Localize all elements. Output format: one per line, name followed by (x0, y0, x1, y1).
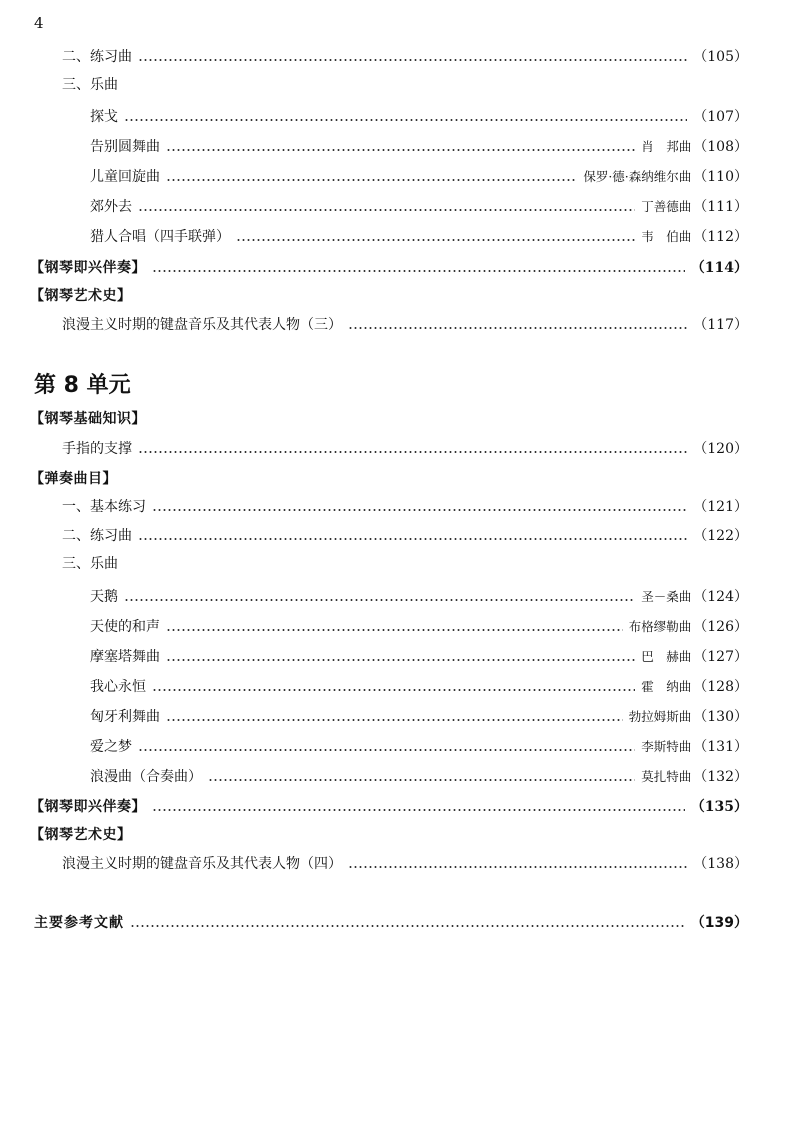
page-ref: （124） (693, 589, 748, 605)
page-ref: （126） (693, 619, 748, 635)
page-ref: （108） (693, 139, 748, 155)
page-ref: （130） (693, 709, 748, 725)
entry-title: 浪漫主义时期的键盘音乐及其代表人物（三） (62, 317, 342, 333)
toc-entry[interactable] (0, 193, 748, 219)
toc-entry[interactable] (0, 254, 748, 280)
dot-leader (138, 209, 635, 211)
composer-credit: 保罗·德·森纳维尔曲 (583, 169, 692, 184)
entry-title: 天鹅 (90, 589, 118, 605)
toc-entry[interactable] (0, 465, 748, 491)
dot-leader (138, 59, 687, 61)
entry-title: 二、练习曲 (62, 528, 132, 544)
entry-title: 我心永恒 (90, 679, 146, 695)
toc-entry[interactable] (0, 405, 748, 431)
entry-title: 浪漫主义时期的键盘音乐及其代表人物（四） (62, 856, 342, 872)
page-ref: （121） (693, 499, 748, 515)
page-ref: （114） (690, 260, 748, 276)
toc-entry[interactable] (0, 850, 748, 876)
composer-credit: 巴 赫曲 (641, 649, 692, 664)
entry-title: 浪漫曲（合奏曲） (90, 769, 202, 785)
entry-title: 三、乐曲 (62, 556, 118, 572)
toc-entry[interactable] (0, 703, 748, 729)
references-title: 主要参考文献 (34, 915, 124, 931)
page-ref: （110） (693, 169, 748, 185)
entry-title: 一、基本练习 (62, 499, 146, 515)
entry-title: 摩塞塔舞曲 (90, 649, 160, 665)
composer-credit: 李斯特曲 (641, 739, 692, 754)
entry-title: 爱之梦 (90, 739, 132, 755)
toc-entry[interactable] (0, 43, 748, 69)
entry-title: 三、乐曲 (62, 77, 118, 93)
page-ref: （138） (693, 856, 748, 872)
toc-references-entry[interactable] (0, 909, 748, 935)
entry-title: 【钢琴艺术史】 (30, 288, 132, 304)
page-ref: （112） (693, 229, 748, 245)
page-ref: （120） (693, 441, 748, 457)
toc-entry[interactable] (0, 522, 748, 548)
toc-entry[interactable] (0, 733, 748, 759)
composer-credit: 霍 纳曲 (641, 679, 692, 694)
entry-title: 【钢琴即兴伴奏】 (30, 799, 146, 815)
toc-entry[interactable] (0, 613, 748, 639)
dot-leader (124, 599, 635, 601)
entry-title: 【弹奏曲目】 (30, 471, 117, 487)
dot-leader (166, 629, 623, 631)
page-ref: （111） (693, 199, 748, 215)
unit-heading: 第 8 单元 (34, 373, 131, 398)
page-ref: （107） (693, 109, 748, 125)
toc-entry[interactable] (0, 71, 748, 97)
composer-credit: 丁善德曲 (641, 199, 692, 214)
dot-leader (152, 809, 685, 811)
entry-title: 匈牙利舞曲 (90, 709, 160, 725)
dot-leader (166, 719, 623, 721)
composer-credit: 勃拉姆斯曲 (628, 709, 692, 724)
composer-credit: 肖 邦曲 (641, 139, 692, 154)
dot-leader (152, 509, 687, 511)
toc-entry[interactable] (0, 311, 748, 337)
dot-leader (208, 779, 635, 781)
toc-entry[interactable] (0, 223, 748, 249)
dot-leader (166, 149, 635, 151)
composer-credit: 布格缪勒曲 (628, 619, 692, 634)
entry-title: 【钢琴基础知识】 (30, 411, 146, 427)
page-ref: （135） (690, 799, 748, 815)
entry-title: 天使的和声 (90, 619, 160, 635)
dot-leader (138, 749, 635, 751)
composer-credit: 韦 伯曲 (641, 229, 692, 244)
entry-title: 猎人合唱（四手联弹） (90, 229, 230, 245)
page-ref: （128） (693, 679, 748, 695)
dot-leader (124, 119, 687, 121)
toc-entry[interactable] (0, 583, 748, 609)
page-ref: （117） (693, 317, 748, 333)
dot-leader (348, 327, 687, 329)
toc-entry[interactable] (0, 493, 748, 519)
page-ref: （132） (693, 769, 748, 785)
dot-leader (166, 659, 635, 661)
toc-entry[interactable] (0, 163, 748, 189)
toc-entry[interactable] (0, 673, 748, 699)
page-ref: （122） (693, 528, 748, 544)
entry-title: 郊外去 (90, 199, 132, 215)
page-number: 4 (34, 14, 44, 32)
toc-entry[interactable] (0, 435, 748, 461)
page-ref: （105） (693, 49, 748, 65)
toc-entry[interactable] (0, 103, 748, 129)
entry-title: 【钢琴即兴伴奏】 (30, 260, 146, 276)
page-ref: （131） (693, 739, 748, 755)
dot-leader (138, 538, 687, 540)
composer-credit: 圣－桑曲 (641, 589, 692, 604)
dot-leader (152, 689, 635, 691)
toc-entry[interactable] (0, 763, 748, 789)
entry-title: 告别圆舞曲 (90, 139, 160, 155)
dot-leader (348, 866, 687, 868)
toc-entry[interactable] (0, 643, 748, 669)
page-ref: （127） (693, 649, 748, 665)
dot-leader (138, 451, 687, 453)
entry-title: 探戈 (90, 109, 118, 125)
composer-credit: 莫扎特曲 (641, 769, 692, 784)
entry-title: 手指的支撑 (62, 441, 132, 457)
toc-entry[interactable] (0, 133, 748, 159)
dot-leader (166, 179, 577, 181)
entry-title: 儿童回旋曲 (90, 169, 160, 185)
dot-leader (130, 925, 685, 927)
toc-entry[interactable] (0, 550, 748, 576)
toc-entry[interactable] (0, 282, 748, 308)
dot-leader (236, 239, 635, 241)
dot-leader (152, 270, 685, 272)
toc-entry[interactable] (0, 821, 748, 847)
toc-entry[interactable] (0, 793, 748, 819)
page-ref: （139） (690, 915, 748, 931)
entry-title: 【钢琴艺术史】 (30, 827, 132, 843)
entry-title: 二、练习曲 (62, 49, 132, 65)
